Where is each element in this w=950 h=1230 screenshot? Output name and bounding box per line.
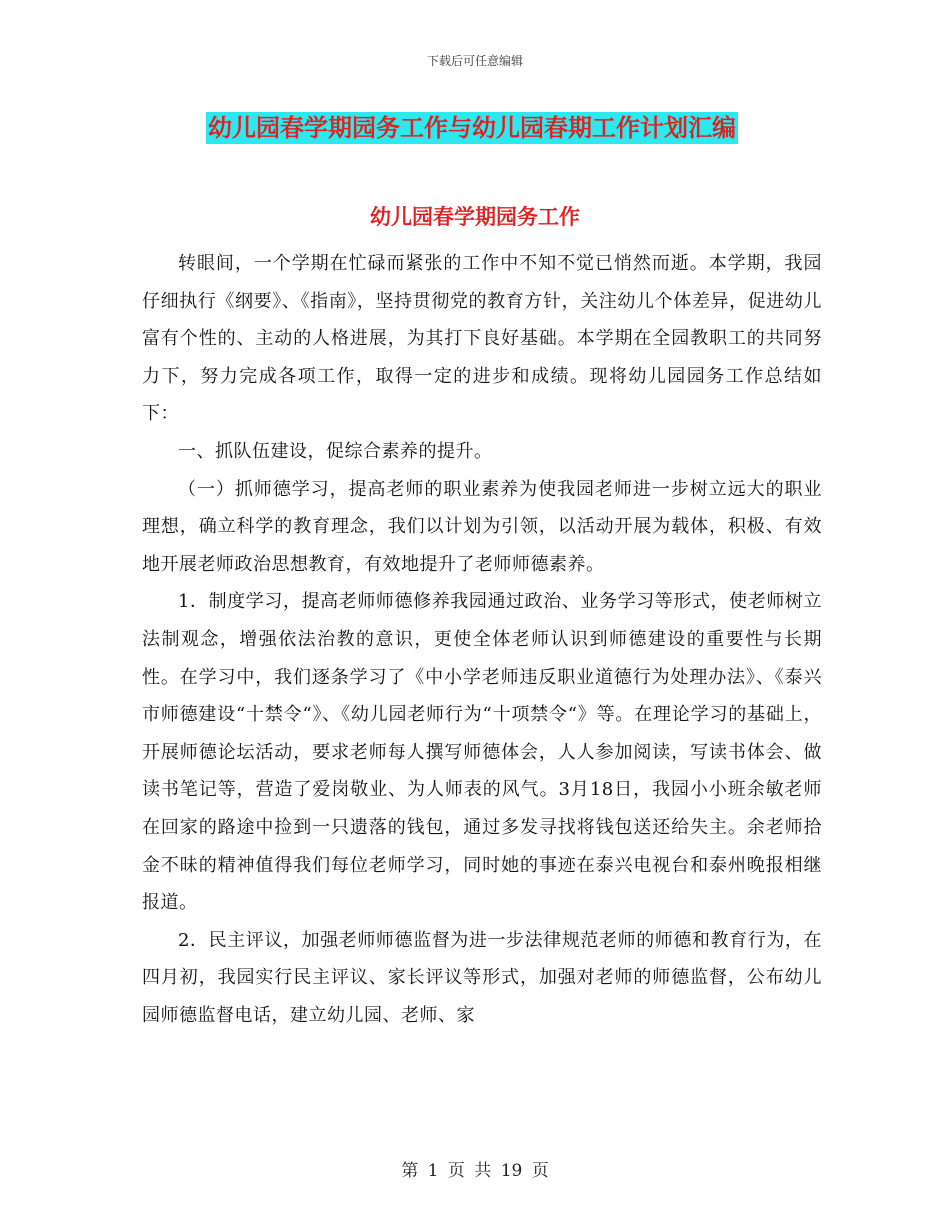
paragraph-intro: 转眼间，一个学期在忙碌而紧张的工作中不知不觉已悄然而逝。本学期，我园仔细执行《纲要》、《指南》，坚持贯彻党的教育方针，关注幼儿个体差异，促进幼儿富有个性的、主动的人格进展，为其打下良好基础。本学期在全园教职工的共同努力下，努力完成各项工作，取得一定的进步和成绩。现将幼儿园园务工作总结如下： (142, 253, 822, 425)
paragraph-system-study: 1．制度学习，提高老师师德修养我园通过政治、业务学习等形式，使老师树立法制观念，增强依法治教的意识，更使全体老师认识到师德建设的重要性与长期性。在学习中，我们逐条学习了《中小学老师违反职业道德行为处理办法》、《泰兴市师德建设“十禁令“》、《幼儿园老师行为“十项禁令“》等。在理论学习的基础上，开展师德论坛活动，要求老师每人撰写师德体会，人人参加阅读，写读书体会、做读书笔记等，营造了爱岗敬业、为人师表的风气。3月18日，我园小小班余敏老师在回家的路途中捡到一只遗落的钱包，通过多发寻找将钱包送还给失主。余老师拾金不昧的精神值得我们每位老师学习，同时她的事迹在泰兴电视台和泰州晚报相继报道。 (142, 591, 822, 914)
paragraph-ethics-study: （一）抓师德学习，提高老师的职业素养为使我园老师进一步树立远大的职业理想，确立科学的教育理念，我们以计划为引领，以活动开展为载体，积极、有效地开展老师政治思想教育，有效地提升了老师师德素养。 (142, 478, 822, 575)
header-note: 下载后可任意编辑 (426, 54, 523, 68)
document-main-title: 幼儿园春学期园务工作与幼儿园春期工作计划汇编 (208, 113, 736, 142)
paragraph-heading-1: 一、抓队伍建设，促综合素养的提升。 (178, 440, 493, 462)
page-indicator: 第 1 页 共 19 页 (401, 1161, 549, 1181)
paragraph-democratic-review: 2．民主评议，加强老师师德监督为进一步法律规范老师的师德和教育行为，在四月初，我园实行民主评议、家长评议等形式，加强对老师的师德监督，公布幼儿园师德监督电话，建立幼儿园、老师、家 (142, 929, 822, 1026)
section-title: 幼儿园春学期园务工作 (370, 204, 580, 229)
document-body (142, 245, 822, 1034)
